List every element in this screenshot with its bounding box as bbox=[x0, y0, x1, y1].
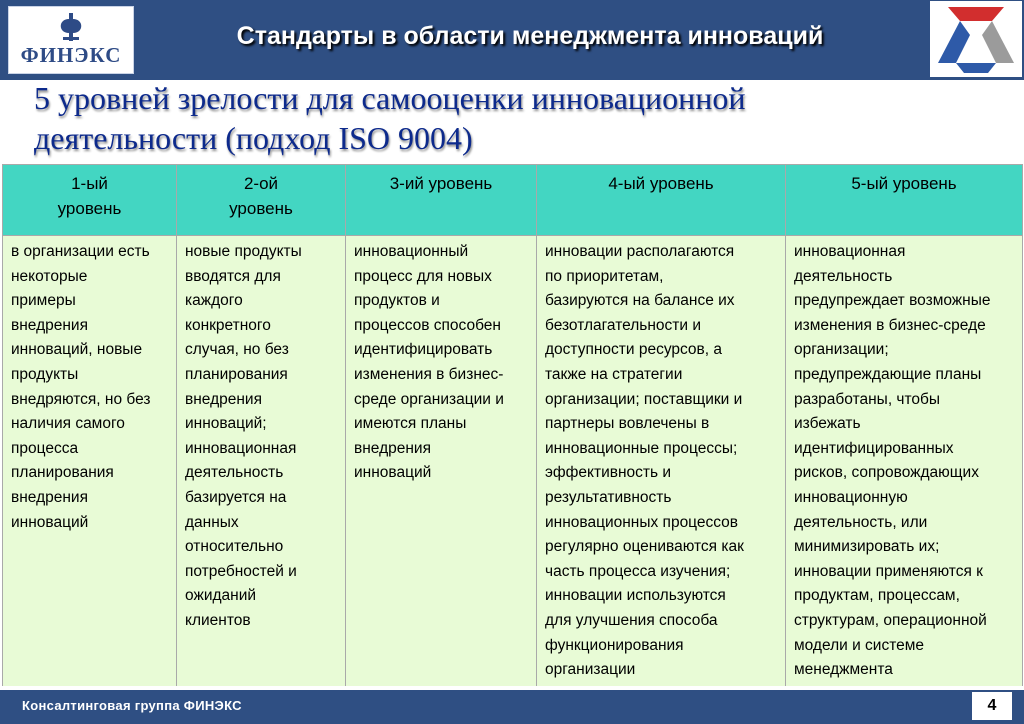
footer-company: Консалтинговая группа ФИНЭКС bbox=[22, 698, 242, 713]
level-1-header: 1-ый уровень bbox=[3, 165, 177, 236]
level-1-description: в организации есть некоторые примеры внедрения инноваций, новые продукты внедряются, но без наличия самого процесса планирования внедрения инноваций bbox=[3, 236, 177, 689]
footer-divider bbox=[0, 686, 1024, 689]
corner-logo bbox=[930, 1, 1022, 77]
level-4-header: 4-ый уровень bbox=[537, 165, 786, 236]
subtitle-line-2: деятельности (подход ISO 9004) bbox=[34, 120, 473, 156]
page-number-box bbox=[966, 692, 1012, 720]
level-5-description: инновационная деятельность предупреждает возможные изменения в бизнес-среде организации; предупреждающие планы разработаны, чтобы избежать идентифицированных рисков, сопровождающих инновационную деятельность, или минимизировать их; инновации применяются к продуктам, процессам, структурам, операционной модели и системе менеджмента bbox=[786, 236, 1023, 689]
logo-text: ФИНЭКС bbox=[20, 42, 122, 67]
triangle-logo-icon bbox=[930, 1, 1022, 77]
subtitle-line-1: 5 уровней зрелости для самооценки инновационной bbox=[34, 80, 746, 116]
slide-subtitle bbox=[34, 78, 934, 158]
level-5-header: 5-ый уровень bbox=[786, 165, 1023, 236]
page-title: Стандарты в области менеджмента инноваций bbox=[236, 22, 824, 50]
level-3-header: 3-ий уровень bbox=[346, 165, 537, 236]
level-2-header: 2-ой уровень bbox=[177, 165, 346, 236]
finex-emblem-icon bbox=[54, 13, 88, 41]
level-4-description: инновации располагаются по приоритетам, базируются на балансе их безотлагательности и доступности ресурсов, а также на стратегии организации; поставщики и партнеры вовлечены в инновационные процессы; эффективность и результативность инновационных процессов регулярно оцениваются как часть процесса изучения; инновации используются для улучшения способа функционирования организации bbox=[537, 236, 786, 689]
finex-logo bbox=[8, 6, 134, 74]
table-header-row bbox=[3, 165, 1023, 236]
page-number: 4 bbox=[987, 697, 997, 714]
table-row bbox=[3, 236, 1023, 689]
maturity-levels-table bbox=[2, 164, 1023, 689]
level-3-description: инновационный процесс для новых продуктов и процессов способен идентифицировать изменения в бизнес- среде организации и имеются планы внедрения инноваций bbox=[346, 236, 537, 689]
level-2-description: новые продукты вводятся для каждого конкретного случая, но без планирования внедрения инноваций; инновационная деятельность базируется на данных относительно потребностей и ожиданий клиентов bbox=[177, 236, 346, 689]
